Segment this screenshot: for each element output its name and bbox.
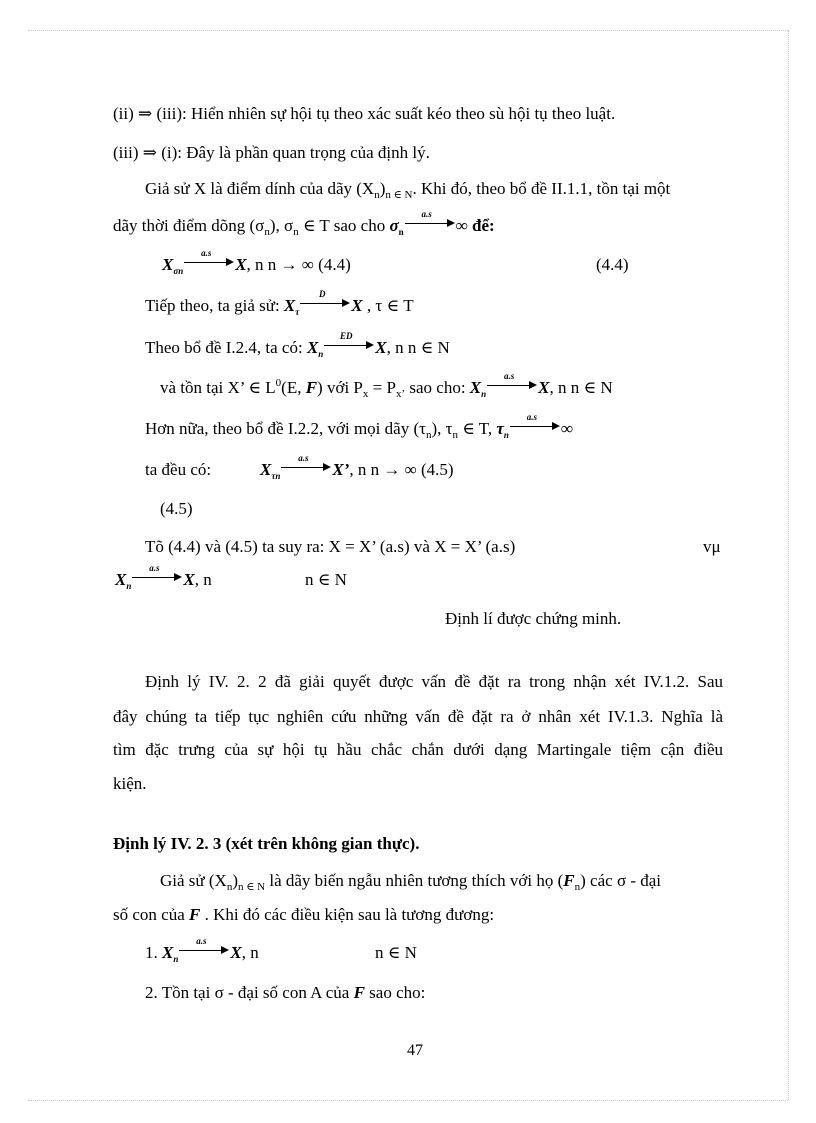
line-implication-iii-i: (iii) ⇒ (i): Đây là phần quan trọng của định lý. — [113, 143, 430, 162]
page-border-top — [28, 30, 788, 31]
theorem-statement-line-1: Giả sử $(X_n)_{n \in N}$ là dãy biến ngẫu nhiên tương thích với họ $(F_n)$ các σ - đại — [160, 871, 662, 893]
page-number: 47 — [407, 1042, 423, 1059]
equation-xn-as-x: Xn a.s X, n — [115, 563, 212, 591]
page-border-bottom — [28, 1100, 788, 1101]
paragraph-line-1: Định lý IV. 2. 2 đã giải quyết được vấn đề đặt ra trong nhận xét IV.1.2. Sau — [145, 672, 723, 691]
line-from-4-4-4-5: Tõ (4.4) và (4.5) ta suy ra: X = X’ (a.s) và X = X’ (a.s) — [145, 537, 516, 556]
condition-1-index: n ∈ N — [375, 943, 417, 962]
convergence-arrow: a.s — [281, 460, 331, 474]
proof-end: Định lí được chứng minh. — [445, 609, 622, 628]
line-we-have: ta đều có: — [145, 460, 212, 479]
equation-number-4-4: (4.4) — [596, 255, 629, 274]
condition-1: 1. Xn a.s X, n — [145, 936, 259, 964]
convergence-arrow: a.s — [132, 570, 182, 584]
theorem-statement-line-2: số con của F . Khi đó các điều kiện sau là tương đương: — [113, 905, 495, 924]
convergence-arrow: a.s — [179, 943, 229, 957]
line-exists-x-prime: và tồn tại X’ ∈ $L^0(E$, F) với $P_x = P_{x’}$ sao cho: Xn a.s X, n n ∈ N — [160, 371, 613, 400]
equation-4-5: Xτn a.s X’, n n → ∞ (4.5) — [260, 453, 454, 481]
line-lemma-1-2-4: Theo bổ đề I.2.4, ta có: Xn ED X, n n ∈ N — [145, 331, 450, 359]
convergence-arrow: a.s — [184, 255, 234, 269]
convergence-arrow: ED — [324, 338, 374, 352]
condition-2: 2. Tồn tại σ - đại số con A của F sao cho: — [145, 983, 426, 1002]
theorem-heading: Định lý IV. 2. 3 (xét trên không gian thực). — [113, 834, 420, 853]
convergence-arrow: a.s — [487, 378, 537, 392]
line-implication-ii-iii: (ii) ⇒ (iii): Hiển nhiên sự hội tụ theo xác suất kéo theo sù hội tụ theo luật. — [113, 104, 616, 123]
line-suppose-adherent: Giả sử X là điểm dính của dãy $(X_n)_{n \in N}$. Khi đó, theo bổ đề II.1.1, tồn tại một — [145, 179, 671, 201]
line-stopping-times: dãy thời điểm dõng $(\sigma_n)$, $\sigma_n$ ∈ T sao cho σn a.s ∞ để: — [113, 209, 495, 238]
convergence-arrow: D — [300, 296, 350, 310]
page-border-right — [788, 30, 789, 1100]
line-and: vμ — [703, 537, 721, 556]
equation-number-4-5: (4.5) — [160, 499, 193, 518]
paragraph-line-2: đây chúng ta tiếp tục nghiên cứu những vấn đề đặt ra ở nhân xét IV.1.3. Nghĩa là — [113, 707, 723, 726]
equation-4-4: Xσn a.s X, n n → ∞ (4.4) — [162, 248, 351, 276]
line-lemma-1-2-2: Hơn nữa, theo bổ đề I.2.2, với mọi dãy $(\tau_n)$, $\tau_n$ ∈ T, τn a.s ∞ — [145, 412, 574, 441]
paragraph-line-4: kiện. — [113, 774, 147, 793]
line-next-suppose: Tiếp theo, ta giả sử: Xτ D X , τ ∈ T — [145, 289, 414, 317]
equation-index-set: n ∈ N — [305, 570, 347, 589]
convergence-arrow: a.s — [510, 419, 560, 433]
convergence-arrow: a.s — [405, 216, 455, 230]
paragraph-line-3: tìm đặc trưng của sự hội tụ hầu chắc chắn dưới dạng Martingale tiệm cận điều — [113, 740, 723, 759]
